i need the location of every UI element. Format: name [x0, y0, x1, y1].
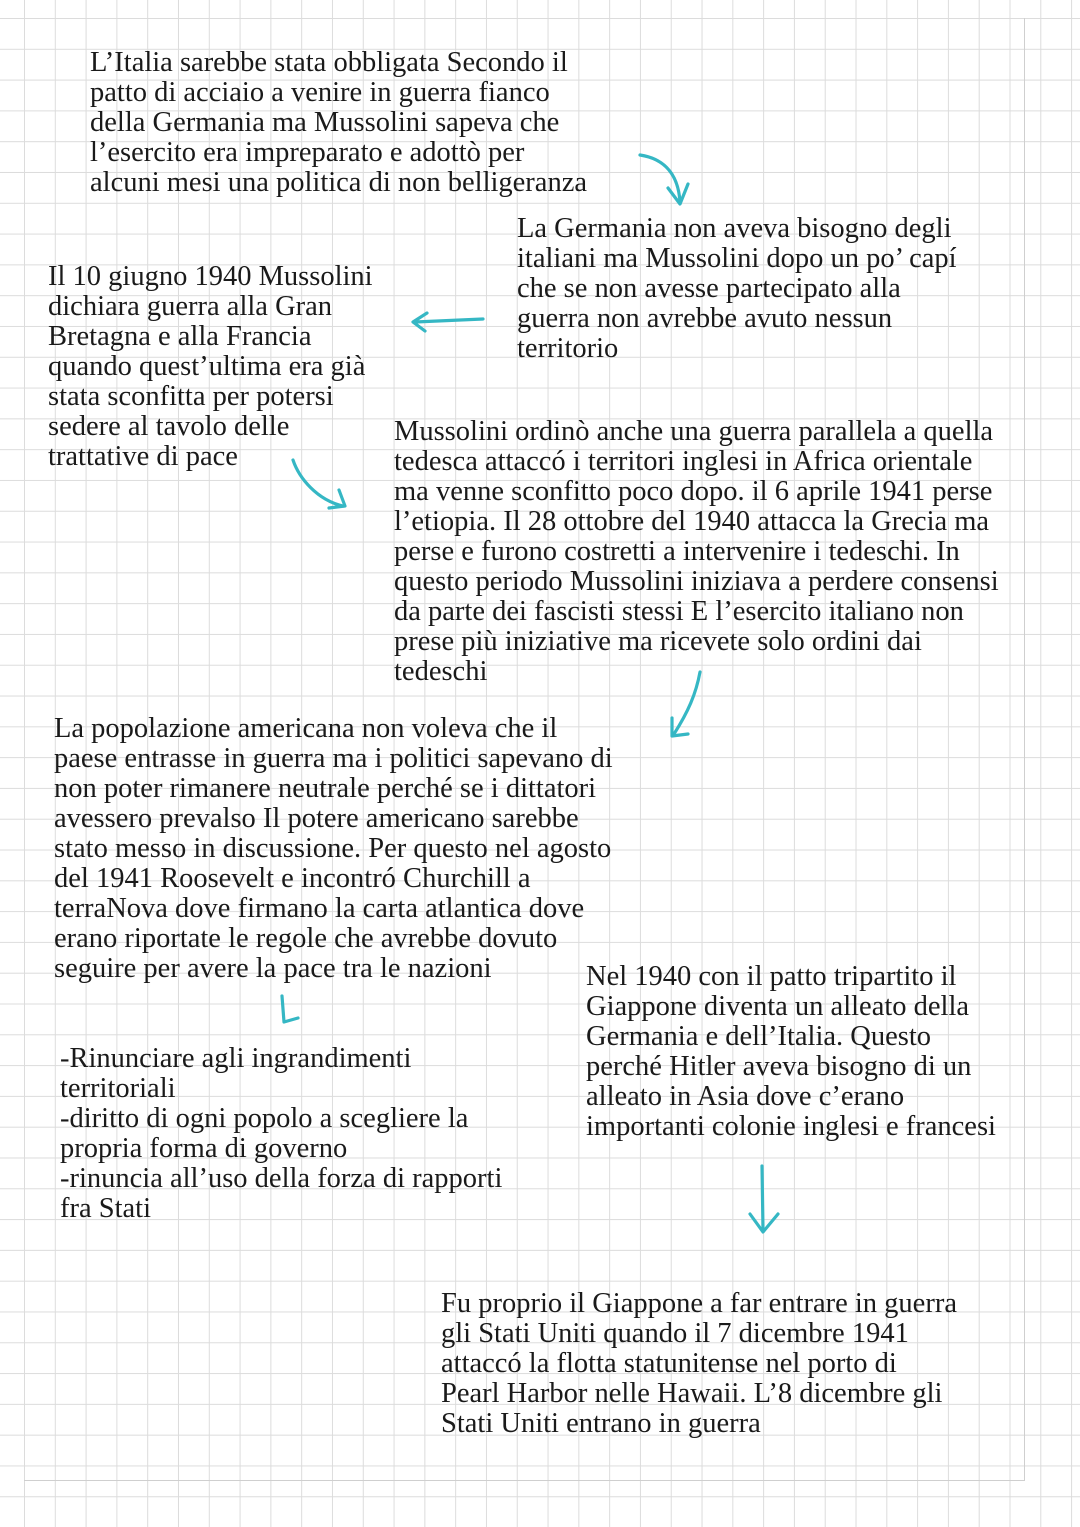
- note-american-population: La popolazione americana non voleva che il paese entrasse in guerra ma i politici sapevano di non poter rimanere neutrale perché se i dittatori avessero prevalso Il potere americano sarebbe stato messo in discussione. Per questo nel agosto del 1941 Roosevelt e incontró Churchill a terraNova dove firmano la carta atlantica dove erano riportate le regole che avrebbe dovuto seguire per avere la pace tra le nazioni: [54, 713, 613, 984]
- note-atlantic-charter-rules: -Rinunciare agli ingrandimenti territoriali -diritto di ogni popolo a scegliere la propria forma di governo -rinuncia all’uso della forza di rapporti fra Stati: [60, 1043, 503, 1224]
- left-arrow-icon: [405, 305, 490, 340]
- note-parallel-war: Mussolini ordinò anche una guerra parallela a quella tedesca attaccó i territori inglesi in Africa orientale ma venne sconfitto poco dopo. il 6 aprile 1941 perse l’etiopia. Il 28 ottobre del 1940 attacca la Grecia ma perse e furono costretti a intervenire i tedeschi. In questo periodo Mussolini iniziava a perdere consensi da parte dei fascisti stessi E l’esercito italiano non prese più iniziative ma ricevete solo ordini dai tedeschi: [394, 416, 999, 687]
- down-arrow-icon: [270, 990, 310, 1030]
- note-war-declaration: Il 10 giugno 1940 Mussolini dichiara guerra alla Gran Bretagna e alla Francia quando quest’ultima era già stata sconfitta per potersi sedere al tavolo delle trattative di pace: [48, 261, 373, 472]
- note-germany-need: La Germania non aveva bisogno degli italiani ma Mussolini dopo un po’ capí che se non avesse partecipato alla guerra non avrebbe avuto nessun territorio: [517, 213, 957, 364]
- curved-arrow-icon: [660, 664, 720, 746]
- curved-arrow-icon: [285, 448, 360, 520]
- curved-arrow-icon: [630, 140, 700, 220]
- note-italy-obligation: L’Italia sarebbe stata obbligata Secondo il patto di acciaio a venire in guerra fianco della Germania ma Mussolini sapeva che l’esercito era impreparato e adottò per alcuni mesi una politica di non belligeranza: [90, 47, 587, 198]
- down-arrow-icon: [740, 1160, 790, 1240]
- note-pearl-harbor: Fu proprio il Giappone a far entrare in guerra gli Stati Uniti quando il 7 dicembre 1941 attaccó la flotta statunitense nel porto di Pearl Harbor nelle Hawaii. L’8 dicembre gli Stati Uniti entrano in guerra: [441, 1288, 957, 1439]
- note-tripartite-pact: Nel 1940 con il patto tripartito il Giappone diventa un alleato della Germania e dell’Italia. Questo perché Hitler aveva bisogno di un alleato in Asia dove c’erano importanti colonie inglesi e francesi: [586, 961, 996, 1142]
